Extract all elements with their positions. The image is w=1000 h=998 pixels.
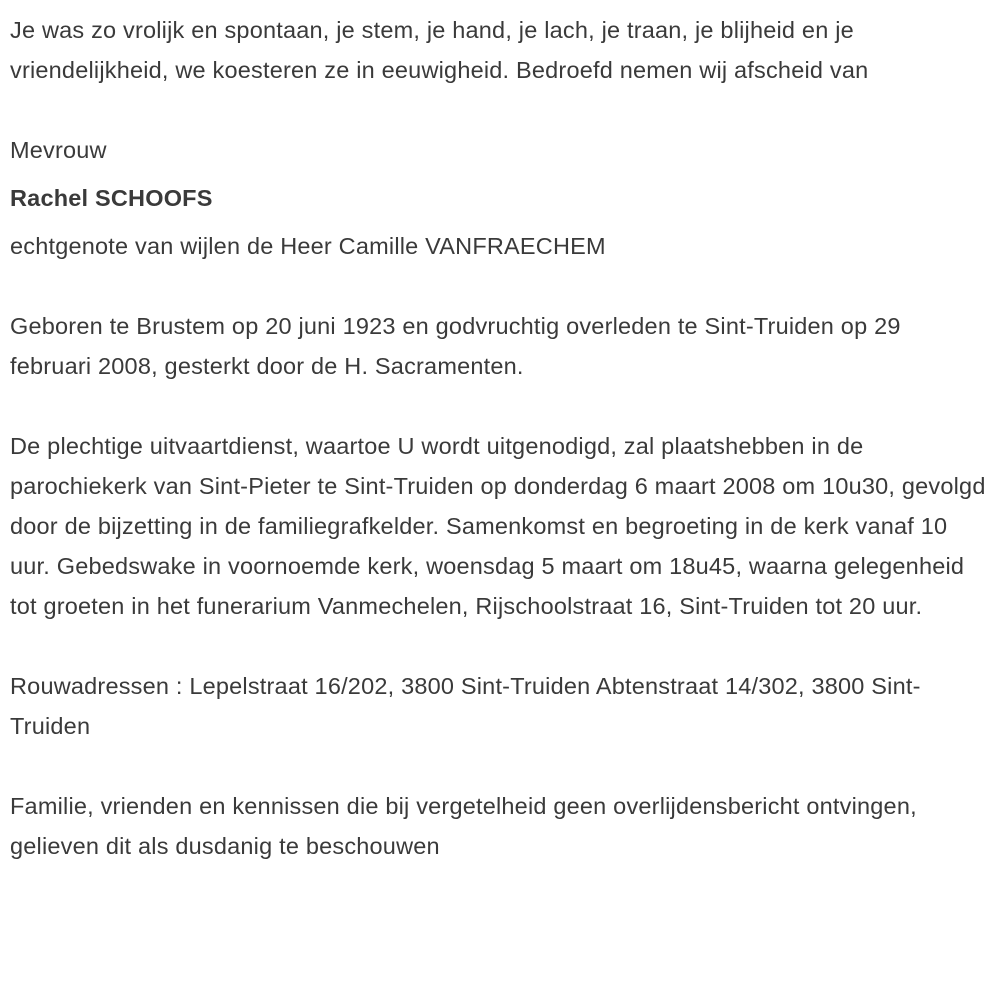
obituary-intro: Je was zo vrolijk en spontaan, je stem, je hand, je lach, je traan, je blijheid en je vriendelijkheid, we koesteren ze in eeuwigheid. Bedroefd nemen wij afscheid van: [10, 17, 869, 83]
service-details: De plechtige uitvaartdienst, waartoe U wordt uitgenodigd, zal plaatshebben in de parochiekerk van Sint-Pieter te Sint-Truiden op donderdag 6 maart 2008 om 10u30, gevolgd door de bijzetting in de familiegrafkelder. Samenkomst en begroeting in de kerk vanaf 10 uur. Gebedswake in voornoemde kerk, woensdag 5 maart om 18u45, waarna gelegenheid tot groeten in het funerarium Vanmechelen, Rijschoolstraat 16, Sint-Truiden tot 20 uur.: [10, 433, 986, 619]
birth-death-line: Geboren te Brustem op 20 juni 1923 en godvruchtig overleden te Sint-Truiden op 29 februari 2008, gesterkt door de H. Sacramenten.: [10, 313, 901, 379]
deceased-name: Rachel SCHOOFS: [10, 185, 213, 211]
mourning-addresses: Rouwadressen : Lepelstraat 16/202, 3800 Sint-Truiden Abtenstraat 14/302, 3800 Sint-Truiden: [10, 673, 921, 739]
closing-notice: Familie, vrienden en kennissen die bij vergetelheid geen overlijdensbericht ontvingen, gelieven dit als dusdanig te beschouwen: [10, 793, 917, 859]
spouse-line: echtgenote van wijlen de Heer Camille VANFRAECHEM: [10, 233, 606, 259]
obituary-salutation: Mevrouw: [10, 137, 107, 163]
